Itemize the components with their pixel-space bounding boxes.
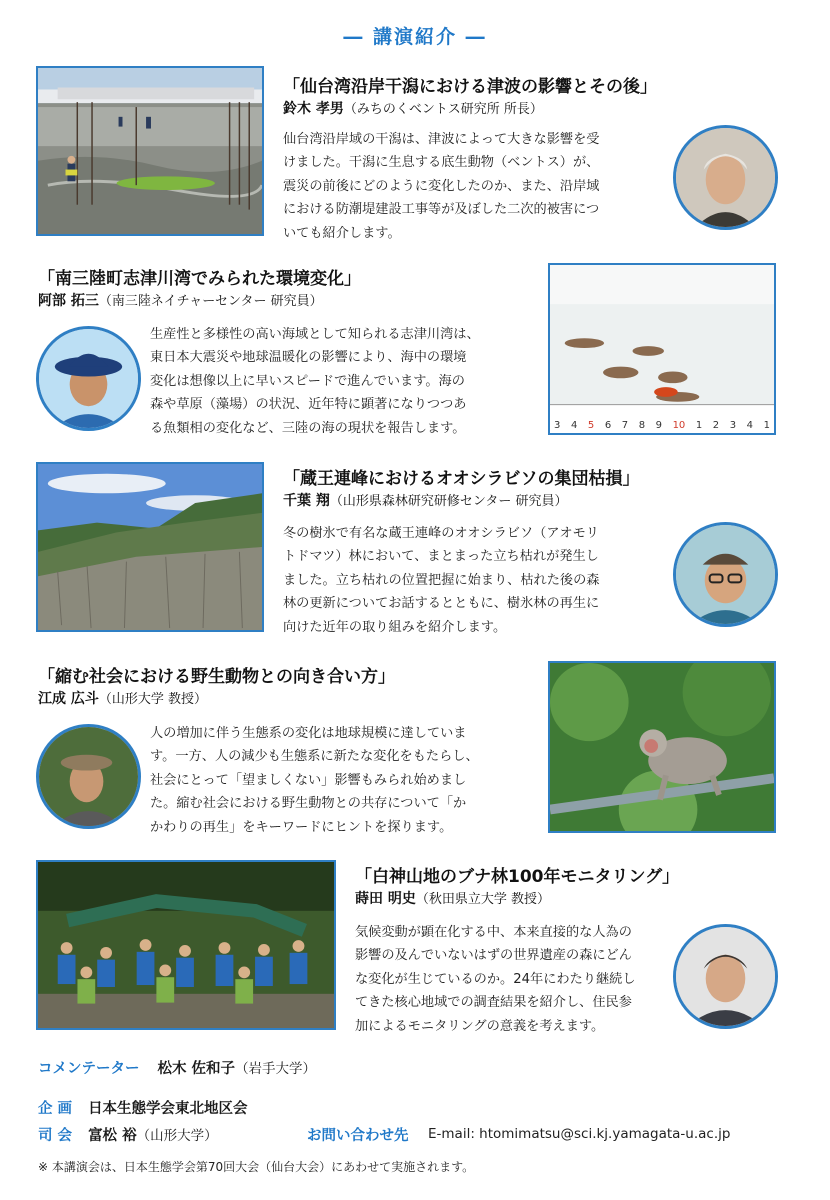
description-line: 向けた近年の取り組みを紹介します。 — [283, 619, 507, 635]
ruler-number: 4 — [746, 420, 754, 431]
description-line: た。縮む社会における野生動物との共存について「か — [150, 796, 467, 812]
lecture-5-speaker-name: 蒔田 明史 — [355, 891, 416, 907]
lecture-4-affiliation: （山形大学 教授） — [98, 692, 208, 707]
host-label: 司 会 — [38, 1128, 73, 1144]
lecture-5-speaker — [355, 888, 550, 908]
description-line: 林の更新についてお話するとともに、樹氷林の再生に — [283, 596, 600, 612]
group-photo — [36, 860, 336, 1030]
lecture-1-speaker — [283, 98, 543, 118]
speaker-2-portrait — [36, 326, 141, 431]
lecture-2-affiliation: （南三陸ネイチャーセンター 研究員） — [98, 294, 323, 309]
lecture-1-speaker-name: 鈴木 孝男 — [283, 101, 344, 117]
description-line: 生産性と多様性の高い海域として知られる志津川湾は、 — [150, 327, 480, 342]
ruler-scale — [550, 420, 774, 431]
commentator-row — [38, 1057, 316, 1078]
lecture-3-affiliation: （山形県森林研究研修センター 研究員） — [329, 494, 568, 509]
description-line: トドマツ）林において、まとまった立ち枯れが発生し — [283, 549, 599, 565]
ruler-number: 1 — [763, 420, 770, 431]
ruler-number: 2 — [712, 420, 720, 431]
lecture-2-speaker — [38, 290, 323, 310]
lecture-3-description — [283, 522, 678, 639]
description-line: 社会にとって「望ましくない」影響もみられ始めまし — [150, 772, 467, 788]
footnote: ※ 本講演会は、日本生態学会第70回大会（仙台大会）にあわせて実施されます。 — [38, 1160, 475, 1174]
section-heading: ― 講演紹介 ― — [343, 26, 487, 48]
ruler-number: 8 — [638, 420, 646, 431]
lecture-2-speaker-name: 阿部 拓三 — [38, 293, 99, 309]
lecture-2-description — [150, 323, 550, 440]
description-line: 人の増加に伴う生態系の変化は地球規模に達していま — [150, 726, 467, 741]
lecture-4-description — [150, 722, 550, 839]
description-line: かわりの再生」をキーワードにヒントを探ります。 — [150, 819, 453, 835]
ruler-number: 3 — [554, 420, 561, 431]
lecture-5-affiliation: （秋田県立大学 教授） — [415, 892, 551, 907]
description-line: 影響の及んでいないはずの世界遺産の森にどん — [355, 948, 632, 964]
ruler-number: 10 — [672, 420, 686, 431]
description-line: いても紹介します。 — [283, 225, 401, 241]
lecture-1-affiliation: （みちのくベントス研究所 所長） — [343, 102, 543, 117]
host-affiliation: （山形大学） — [136, 1128, 218, 1144]
ruler-number: 6 — [604, 420, 612, 431]
contact-label: お問い合わせ先 — [307, 1128, 409, 1144]
description-line: 仙台湾沿岸域の干潟は、津波によって大きな影響を受 — [283, 132, 600, 147]
lecture-4-title: 「縮む社会における野生動物との向き合い方」 — [38, 667, 395, 687]
fish-aquarium-photo — [548, 263, 776, 435]
ruler-number: 5 — [587, 420, 595, 431]
ruler-number: 9 — [655, 420, 662, 431]
lecture-5-title: 「白神山地のブナ林100年モニタリング」 — [355, 867, 680, 887]
lecture-1-title: 「仙台湾沿岸干潟における津波の影響とその後」 — [283, 77, 657, 97]
lecture-3-speaker — [283, 490, 568, 510]
lecture-4-speaker-name: 江成 広斗 — [38, 691, 99, 707]
commentator-name: 松木 佐和子 — [157, 1061, 236, 1077]
planning-label: 企 画 — [38, 1101, 73, 1117]
ruler-number: 7 — [621, 420, 629, 431]
lecture-2-title: 「南三陸町志津川湾でみられた環境変化」 — [38, 269, 361, 289]
description-line: 変化は想像以上に早いスピードで進んでいます。海の — [150, 373, 465, 389]
ruler-number: 4 — [570, 420, 578, 431]
speaker-3-portrait — [673, 522, 778, 627]
contact-email[interactable]: E-mail: htomimatsu@sci.kj.yamagata-u.ac.jp — [428, 1126, 731, 1142]
mountain-forest-photo — [36, 462, 264, 632]
description-line: な変化が生じているのか。24年にわたり継続し — [355, 971, 636, 987]
description-line: てきた核心地域での調査結果を紹介し、住民参 — [355, 995, 632, 1011]
description-line: 震災の前後にどのように変化したのか、また、沿岸域 — [283, 178, 600, 194]
monkey-photo — [548, 661, 776, 833]
lecture-3-title: 「蔵王連峰におけるオオシラビソの集団枯損」 — [283, 469, 640, 489]
description-line: 森や草原（藻場）の状況、近年特に顕著になりつつあ — [150, 397, 467, 413]
description-line: す。一方、人の減少も生態系に新たな変化をもたらし、 — [150, 749, 479, 765]
description-line: ました。立ち枯れの位置把握に始まり、枯れた後の森 — [283, 572, 600, 588]
lecture-5-description — [355, 921, 675, 1038]
speaker-4-portrait — [36, 724, 141, 829]
description-line: けました。干潟に生息する底生動物（ベントス）が、 — [283, 155, 600, 171]
planning-row — [38, 1097, 248, 1118]
ruler-number: 3 — [729, 420, 737, 431]
lecture-4-speaker — [38, 688, 207, 708]
description-line: における防潮堤建設工事等が及ぼした二次的被害につ — [283, 202, 600, 218]
description-line: 加によるモニタリングの意義を考えます。 — [355, 1018, 605, 1034]
speaker-1-portrait — [673, 125, 778, 230]
description-line: 冬の樹氷で有名な蔵王連峰のオオシラビソ（アオモリ — [283, 526, 599, 541]
commentator-label: コメンテーター — [38, 1061, 140, 1077]
lecture-3-speaker-name: 千葉 翔 — [283, 493, 330, 509]
description-line: 気候変動が顕在化する中、本来直接的な人為の — [355, 925, 632, 940]
description-line: 東日本大震災や地球温暖化の影響により、海中の環境 — [150, 350, 467, 366]
host-name: 富松 裕 — [88, 1128, 137, 1144]
planning-value: 日本生態学会東北地区会 — [88, 1101, 248, 1117]
tidal-flat-photo — [36, 66, 264, 236]
host-row — [38, 1124, 218, 1145]
ruler-number: 1 — [695, 420, 703, 431]
description-line: る魚類相の変化など、三陸の海の現状を報告します。 — [150, 420, 466, 436]
commentator-affiliation: （岩手大学） — [235, 1061, 317, 1077]
lecture-1-description — [283, 128, 673, 245]
speaker-5-portrait — [673, 924, 778, 1029]
